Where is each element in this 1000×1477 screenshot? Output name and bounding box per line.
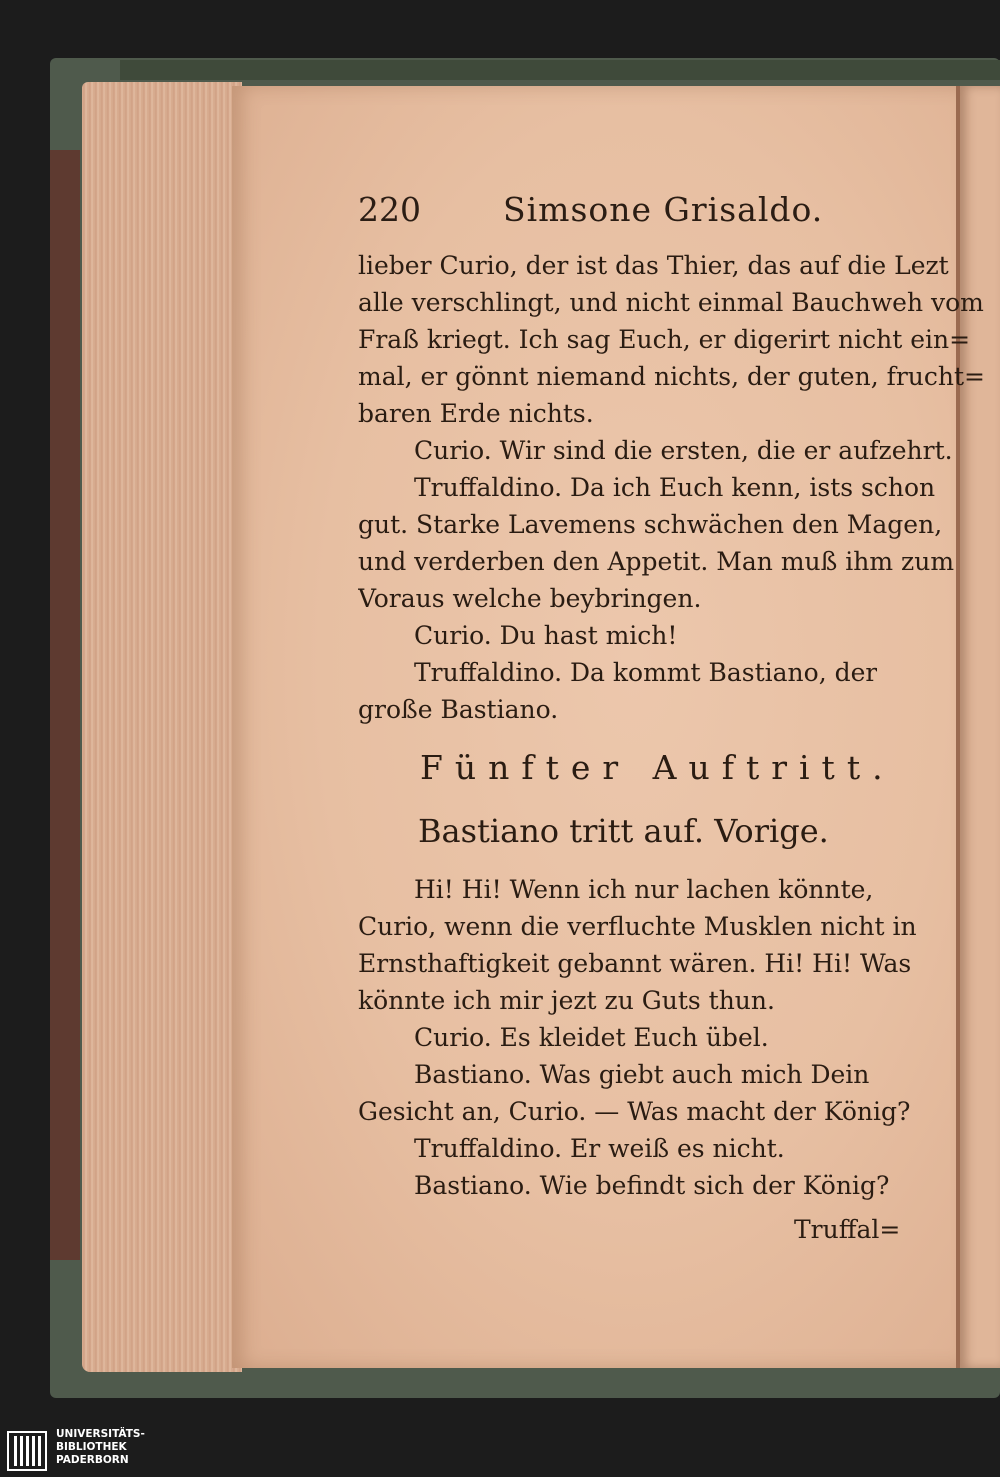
text-line: Truffaldino. Da ich Euch kenn, ists schon bbox=[414, 473, 936, 502]
logo-line: BIBLIOTHEK bbox=[56, 1441, 127, 1453]
logo-line: UNIVERSITÄTS- bbox=[56, 1428, 145, 1440]
text-line: und verderben den Appetit. Man muß ihm zum bbox=[358, 547, 955, 576]
text-line: Fraß kriegt. Ich sag Euch, er digerirt nicht ein= bbox=[358, 325, 971, 354]
page-edges bbox=[82, 82, 242, 1372]
text-line: könnte ich mir jezt zu Guts thun. bbox=[358, 986, 775, 1015]
text-line: Voraus welche beybringen. bbox=[358, 584, 702, 613]
page-number: 220 bbox=[358, 190, 421, 229]
text-line: gut. Starke Lavemens schwächen den Magen, bbox=[358, 510, 943, 539]
text-line: mal, er gönnt niemand nichts, der guten, frucht= bbox=[358, 362, 986, 391]
page-header bbox=[358, 190, 878, 236]
text-line: Ernsthaftigkeit gebannt wären. Hi! Hi! Was bbox=[358, 949, 912, 978]
text-line: lieber Curio, der ist das Thier, das auf die Lezt bbox=[358, 251, 949, 280]
running-title: Simsone Grisaldo. bbox=[503, 190, 824, 229]
text-line: Truffaldino. Er weiß es nicht. bbox=[414, 1134, 785, 1163]
text-line: Curio. Wir sind die ersten, die er aufzehrt. bbox=[414, 436, 953, 465]
text-line: Hi! Hi! Wenn ich nur lachen könnte, bbox=[414, 875, 874, 904]
text-line: Curio, wenn die verfluchte Musklen nicht in bbox=[358, 912, 917, 941]
library-emblem-icon bbox=[6, 1430, 48, 1472]
text-line: Bastiano. Wie befindt sich der König? bbox=[414, 1171, 890, 1200]
text-line: Gesicht an, Curio. — Was macht der König? bbox=[358, 1097, 911, 1126]
text-line: Curio. Es kleidet Euch übel. bbox=[414, 1023, 769, 1052]
text-line: Truffaldino. Da kommt Bastiano, der bbox=[414, 658, 878, 687]
logo-line: PADERBORN bbox=[56, 1454, 129, 1466]
facing-page-edge bbox=[960, 86, 1000, 1368]
cover-top-edge bbox=[120, 60, 1000, 80]
scene-heading: Fünfter Auftritt. bbox=[420, 748, 895, 787]
cover-spine bbox=[50, 150, 80, 1260]
stage-direction: Bastiano tritt auf. Vorige. bbox=[418, 812, 829, 850]
text-line: alle verschlingt, und nicht einmal Bauchweh vom bbox=[358, 288, 984, 317]
text-line: große Bastiano. bbox=[358, 695, 559, 724]
text-line: Bastiano. Was giebt auch mich Dein bbox=[414, 1060, 870, 1089]
text-line: Curio. Du hast mich! bbox=[414, 621, 678, 650]
library-name bbox=[56, 1428, 145, 1467]
catchword: Truffal= bbox=[794, 1215, 901, 1244]
library-logo bbox=[6, 1428, 186, 1474]
text-line: baren Erde nichts. bbox=[358, 399, 594, 428]
